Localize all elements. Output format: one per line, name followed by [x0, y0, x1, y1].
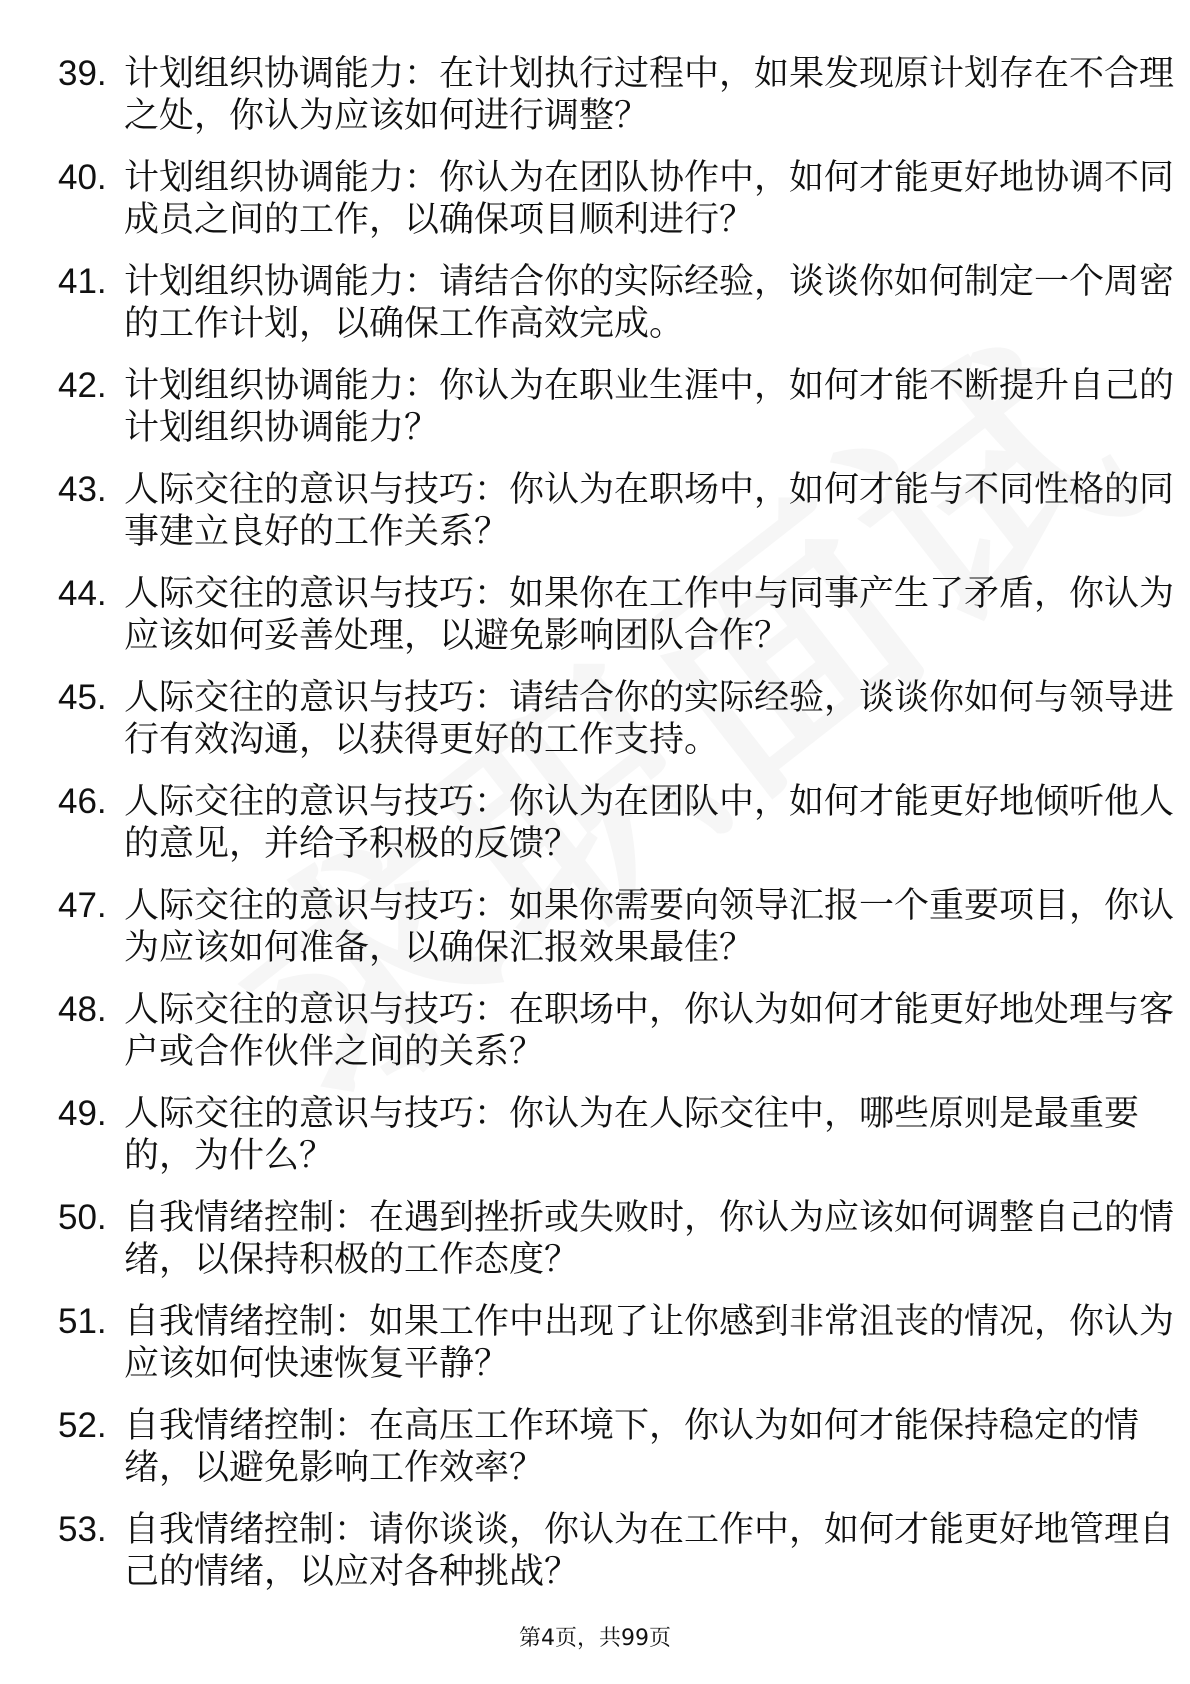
question-text: 自我情绪控制：请你谈谈，你认为在工作中，如何才能更好地管理自己的情绪，以应对各种挑战？ [124, 1510, 1175, 1592]
question-number: 48. [58, 990, 107, 1029]
question-item [58, 469, 1175, 573]
question-text: 人际交往的意识与技巧：你认为在人际交往中，哪些原则是最重要的，为什么？ [124, 1094, 1140, 1176]
question-text: 计划组织协调能力：你认为在职业生涯中，如何才能不断提升自己的计划组织协调能力？ [124, 366, 1175, 448]
question-text: 人际交往的意识与技巧：请结合你的实际经验，谈谈你如何与领导进行有效沟通，以获得更好的工作支持。 [124, 678, 1175, 760]
question-item [58, 1509, 1175, 1613]
question-item [58, 1093, 1138, 1197]
question-number: 41. [58, 262, 107, 301]
question-number: 47. [58, 886, 107, 925]
question-number: 53. [58, 1510, 107, 1549]
question-number: 39. [58, 54, 107, 93]
question-text: 自我情绪控制：在高压工作环境下，你认为如何才能保持稳定的情绪，以避免影响工作效率？ [124, 1406, 1140, 1488]
question-number: 46. [58, 782, 107, 821]
question-number: 51. [58, 1302, 107, 1341]
question-item [58, 1405, 1138, 1509]
question-number: 49. [58, 1094, 107, 1133]
question-number: 44. [58, 574, 107, 613]
question-text: 人际交往的意识与技巧：如果你需要向领导汇报一个重要项目，你认为应该如何准备，以确保汇报效果最佳？ [124, 886, 1175, 968]
question-number: 43. [58, 470, 107, 509]
question-item [58, 989, 1175, 1093]
question-item [58, 365, 1175, 469]
question-item [58, 1301, 1175, 1405]
question-item [58, 573, 1175, 677]
question-item [58, 157, 1175, 261]
question-text: 人际交往的意识与技巧：在职场中，你认为如何才能更好地处理与客户或合作伙伴之间的关系？ [124, 990, 1175, 1072]
question-text: 计划组织协调能力：请结合你的实际经验，谈谈你如何制定一个周密的工作计划，以确保工作高效完成。 [124, 262, 1175, 344]
question-item [58, 885, 1175, 989]
question-item [58, 53, 1175, 157]
question-text: 自我情绪控制：在遇到挫折或失败时，你认为应该如何调整自己的情绪，以保持积极的工作态度？ [124, 1198, 1175, 1280]
question-text: 计划组织协调能力：在计划执行过程中，如果发现原计划存在不合理之处，你认为应该如何进行调整？ [124, 54, 1175, 136]
page-footer: 第4页，共99页 [519, 1626, 671, 1651]
question-number: 52. [58, 1406, 107, 1445]
question-number: 42. [58, 366, 107, 405]
question-text: 人际交往的意识与技巧：你认为在团队中，如何才能更好地倾听他人的意见，并给予积极的反馈？ [124, 782, 1175, 864]
question-text: 自我情绪控制：如果工作中出现了让你感到非常沮丧的情况，你认为应该如何快速恢复平静？ [124, 1302, 1175, 1384]
question-text: 人际交往的意识与技巧：如果你在工作中与同事产生了矛盾，你认为应该如何妥善处理，以避免影响团队合作？ [124, 574, 1175, 656]
question-item [58, 261, 1175, 365]
question-list [58, 53, 1175, 1613]
question-number: 45. [58, 678, 107, 717]
question-item [58, 677, 1175, 781]
question-number: 40. [58, 158, 107, 197]
question-item [58, 1197, 1175, 1301]
question-item [58, 781, 1175, 885]
question-text: 人际交往的意识与技巧：你认为在职场中，如何才能与不同性格的同事建立良好的工作关系？ [124, 470, 1175, 552]
question-text: 计划组织协调能力：你认为在团队协作中，如何才能更好地协调不同成员之间的工作，以确保项目顺利进行？ [124, 158, 1175, 240]
question-number: 50. [58, 1198, 107, 1237]
